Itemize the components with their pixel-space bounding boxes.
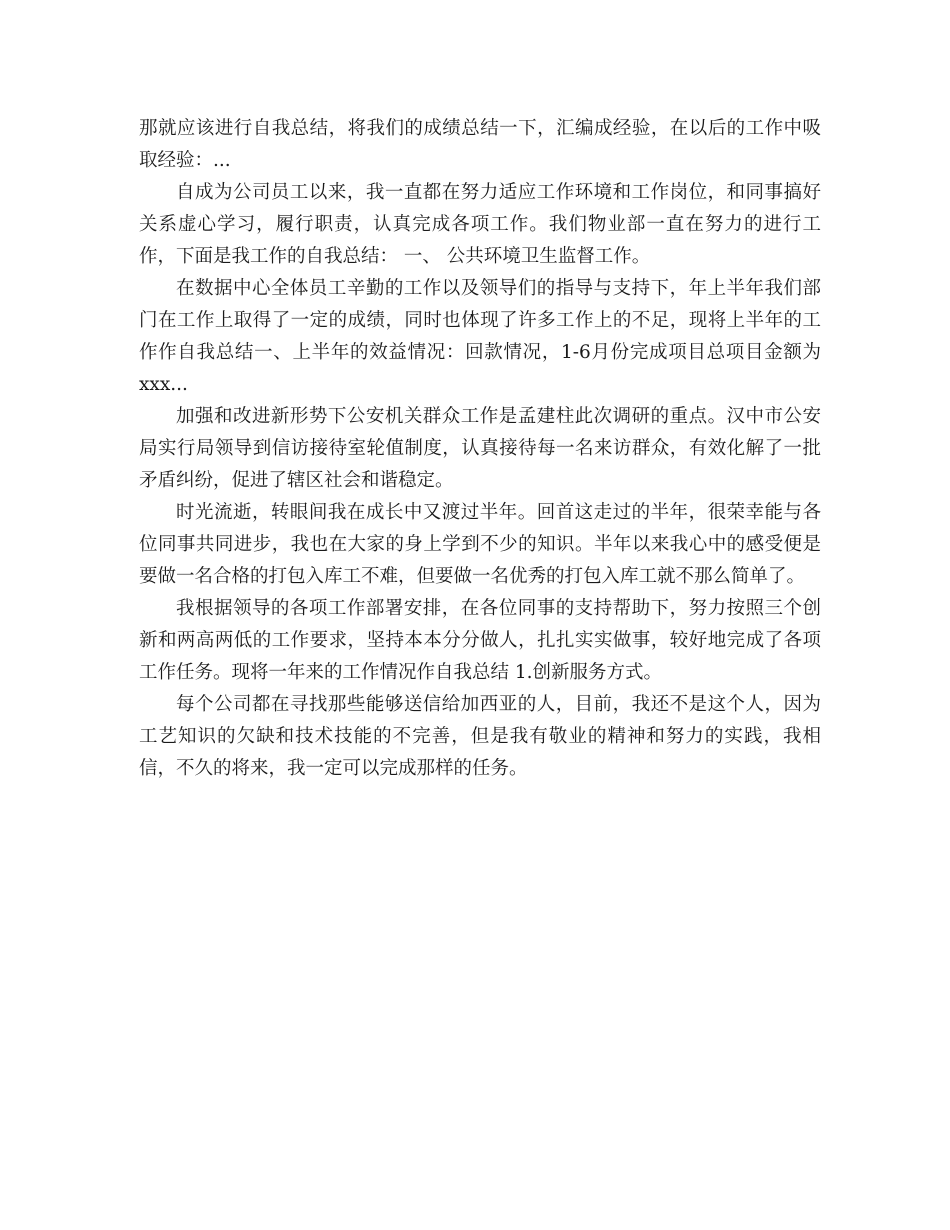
paragraph-1: 那就应该进行自我总结，将我们的成绩总结一下，汇编成经验，在以后的工作中吸取经验：... (139, 118, 821, 171)
paragraph-7: 每个公司都在寻找那些能够送信给加西亚的人，目前，我还不是这个人，因为工艺知识的欠缺和技术技能的不完善，但是我有敬业的精神和努力的实践，我相信，不久的将来，我一定可以完成那样的任务。 (139, 694, 821, 779)
paragraph-2: 自成为公司员工以来，我一直都在努力适应工作环境和工作岗位，和同事搞好关系虚心学习，履行职责，认真完成各项工作。我们物业部一直在努力的进行工作，下面是我工作的自我总结： 一、 公共环境卫生监督工作。 (139, 182, 821, 267)
paragraph-3: 在数据中心全体员工辛勤的工作以及领导们的指导与支持下，年上半年我们部门在工作上取得了一定的成绩，同时也体现了许多工作上的不足，现将上半年的工作作自我总结一、上半年的效益情况：回款情况，1-6月份完成项目总项目金额为xxx... (139, 278, 821, 395)
paragraph-4: 加强和改进新形势下公安机关群众工作是孟建柱此次调研的重点。汉中市公安局实行局领导到信访接待室轮值制度，认真接待每一名来访群众，有效化解了一批矛盾纠纷，促进了辖区社会和谐稳定。 (139, 406, 821, 491)
paragraph-6: 我根据领导的各项工作部署安排，在各位同事的支持帮助下，努力按照三个创新和两高两低的工作要求，坚持本本分分做人，扎扎实实做事，较好地完成了各项工作任务。现将一年来的工作情况作自我总结 1.创新服务方式。 (139, 598, 821, 683)
paragraph-5: 时光流逝，转眼间我在成长中又渡过半年。回首这走过的半年，很荣幸能与各位同事共同进步，我也在大家的身上学到不少的知识。半年以来我心中的感受便是要做一名合格的打包入库工不难，但要做一名优秀的打包入库工就不那么简单了。 (139, 502, 821, 587)
document-body (139, 113, 821, 785)
